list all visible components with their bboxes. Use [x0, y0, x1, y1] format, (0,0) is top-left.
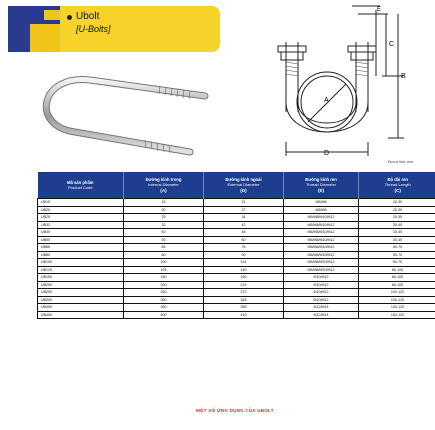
applications-heading: MỘT SỐ ỨNG DỤNG CỦA UBOLT [196, 408, 274, 413]
table-cell: 90 [204, 251, 284, 259]
table-cell: UB400 [38, 311, 124, 319]
table-cell: 100-120 [359, 304, 435, 312]
table-row [38, 199, 435, 207]
table-cell: UB100 [38, 259, 124, 267]
column-header-en: External Diameter [227, 181, 260, 187]
table-cell: M12/M14 [284, 304, 359, 312]
table-row [38, 289, 435, 297]
table-row [38, 251, 435, 259]
header-title-panel [60, 6, 220, 52]
table-cell: UB80 [38, 251, 124, 259]
table-row [38, 221, 435, 229]
column-header-vi: Độ dài ren [387, 176, 408, 182]
table-cell: UB300 [38, 296, 124, 304]
table-row [38, 274, 435, 282]
table-cell: UB20 [38, 206, 124, 214]
column-header-en: Thread Length [384, 181, 411, 187]
product-subtitle: [U-Bolts] [76, 24, 111, 34]
table-body [38, 199, 435, 319]
table-cell: UB150 [38, 274, 124, 282]
table-cell: 273 [204, 289, 284, 297]
table-cell: UB125 [38, 266, 124, 274]
dim-label-b: B [401, 73, 406, 80]
column-header-vi: Đường kính trong [145, 176, 182, 182]
table-cell: 20-30 [359, 199, 435, 207]
table-cell: UB15 [38, 199, 124, 207]
product-header [8, 6, 220, 52]
units-note: Đơn vị tính: mm [388, 160, 413, 164]
table-cell: 42 [204, 221, 284, 229]
table-row [38, 266, 435, 274]
column-header-en: Thread Diameter [305, 181, 336, 187]
table-cell: UB50 [38, 236, 124, 244]
table-cell: UB200 [38, 281, 124, 289]
table-cell: 125 [124, 266, 204, 274]
table-cell: 114 [204, 259, 284, 267]
ubolt-technical-diagram [258, 2, 428, 164]
table-cell: 20-30 [359, 214, 435, 222]
bullet-icon [67, 15, 72, 20]
table-cell: 50-70 [359, 259, 435, 267]
table-cell: M6/M8 [284, 206, 359, 214]
ubolt-photo [20, 66, 210, 156]
table-cell: 50-70 [359, 244, 435, 252]
table-cell: UB32 [38, 221, 124, 229]
table-cell: 80-100 [359, 266, 435, 274]
product-title: Ubolt [76, 11, 100, 22]
table-cell: M6/M8/M10/M12 [284, 244, 359, 252]
table-row [38, 304, 435, 312]
table-cell: M6/M8/M10/M12 [284, 266, 359, 274]
table-cell: 140 [204, 266, 284, 274]
table-cell: 30-40 [359, 229, 435, 237]
dim-label-e: E [377, 7, 382, 13]
table-cell: UB250 [38, 289, 124, 297]
table-row [38, 214, 435, 222]
column-header-symbol: (D) [240, 187, 247, 193]
table-cell: 219 [204, 281, 284, 289]
table-cell: 34 [204, 214, 284, 222]
column-header [124, 172, 204, 199]
table-cell: 100-120 [359, 296, 435, 304]
table-cell: UB350 [38, 304, 124, 312]
column-header [38, 172, 124, 199]
table-cell: 150 [124, 274, 204, 282]
column-header [359, 172, 435, 199]
table-cell: M6/M8 [284, 199, 359, 207]
table-cell: 80-100 [359, 281, 435, 289]
table-row [38, 244, 435, 252]
table-row [38, 236, 435, 244]
table-cell: M6/M8/M10/M12 [284, 229, 359, 237]
table-row [38, 206, 435, 214]
table-cell: M10/M12 [284, 289, 359, 297]
table-cell: M6/M8/M10/M12 [284, 214, 359, 222]
table-cell: 76 [204, 244, 284, 252]
column-header-symbol: (E) [317, 187, 325, 193]
column-header-vi: Đường kính ren [305, 176, 337, 182]
table-cell: M6/M8/M10/M12 [284, 221, 359, 229]
table-cell: M12/M14 [284, 311, 359, 319]
table-cell: 48 [204, 229, 284, 237]
table-cell: 30-40 [359, 236, 435, 244]
table-cell: 20-30 [359, 206, 435, 214]
table-cell: 50-70 [359, 251, 435, 259]
spec-table [37, 172, 435, 319]
table-cell: 20 [124, 206, 204, 214]
table-cell: 21 [204, 199, 284, 207]
column-header-vi: Mã sản phẩm [66, 179, 94, 185]
table-cell: 80 [124, 251, 204, 259]
table-header-row [38, 172, 435, 199]
table-cell: M6/M8/M10/M12 [284, 251, 359, 259]
column-header-symbol: (C) [394, 187, 401, 193]
table-cell: M10/M12 [284, 296, 359, 304]
column-header [204, 172, 284, 199]
table-cell: 15 [124, 199, 204, 207]
table-cell: 325 [204, 296, 284, 304]
table-row [38, 259, 435, 267]
table-cell: 65 [124, 244, 204, 252]
table-row [38, 281, 435, 289]
table-cell: UB25 [38, 214, 124, 222]
table-row [38, 296, 435, 304]
table-cell: UB40 [38, 229, 124, 237]
table-cell: 32 [124, 221, 204, 229]
table-cell: 60 [204, 236, 284, 244]
table-cell: 400 [124, 311, 204, 319]
table-cell: 300 [124, 296, 204, 304]
column-header-en: Internal Diameter [148, 181, 179, 187]
table-cell: 355 [204, 304, 284, 312]
table-cell: 80-100 [359, 274, 435, 282]
table-cell: 410 [204, 311, 284, 319]
table-cell: M6/M8/M10/M12 [284, 259, 359, 267]
column-header [284, 172, 359, 199]
column-header-en: Product Code [68, 185, 93, 191]
table-cell: 100 [124, 259, 204, 267]
table-cell: 40 [124, 229, 204, 237]
dim-label-d: D [324, 150, 330, 157]
table-cell: 250 [124, 289, 204, 297]
brand-logo-block [8, 6, 60, 52]
table-cell: M10/M12 [284, 281, 359, 289]
table-cell: M10/M12 [284, 274, 359, 282]
column-header-symbol: (A) [160, 187, 167, 193]
table-cell: 25 [124, 214, 204, 222]
table-row [38, 229, 435, 237]
column-header-vi: Đường kính ngoài [225, 176, 262, 182]
table-cell: 169 [204, 274, 284, 282]
table-cell: M6/M8/M10/M12 [284, 236, 359, 244]
dim-label-c: C [389, 41, 395, 48]
table-cell: 100-120 [359, 311, 435, 319]
table-cell: UB65 [38, 244, 124, 252]
table-cell: 27 [204, 206, 284, 214]
table-cell: 30-40 [359, 221, 435, 229]
dim-label-a: A [324, 97, 329, 104]
table-cell: 100-120 [359, 289, 435, 297]
table-cell: 50 [124, 236, 204, 244]
table-cell: 200 [124, 281, 204, 289]
table-row [38, 311, 435, 319]
table-cell: 350 [124, 304, 204, 312]
